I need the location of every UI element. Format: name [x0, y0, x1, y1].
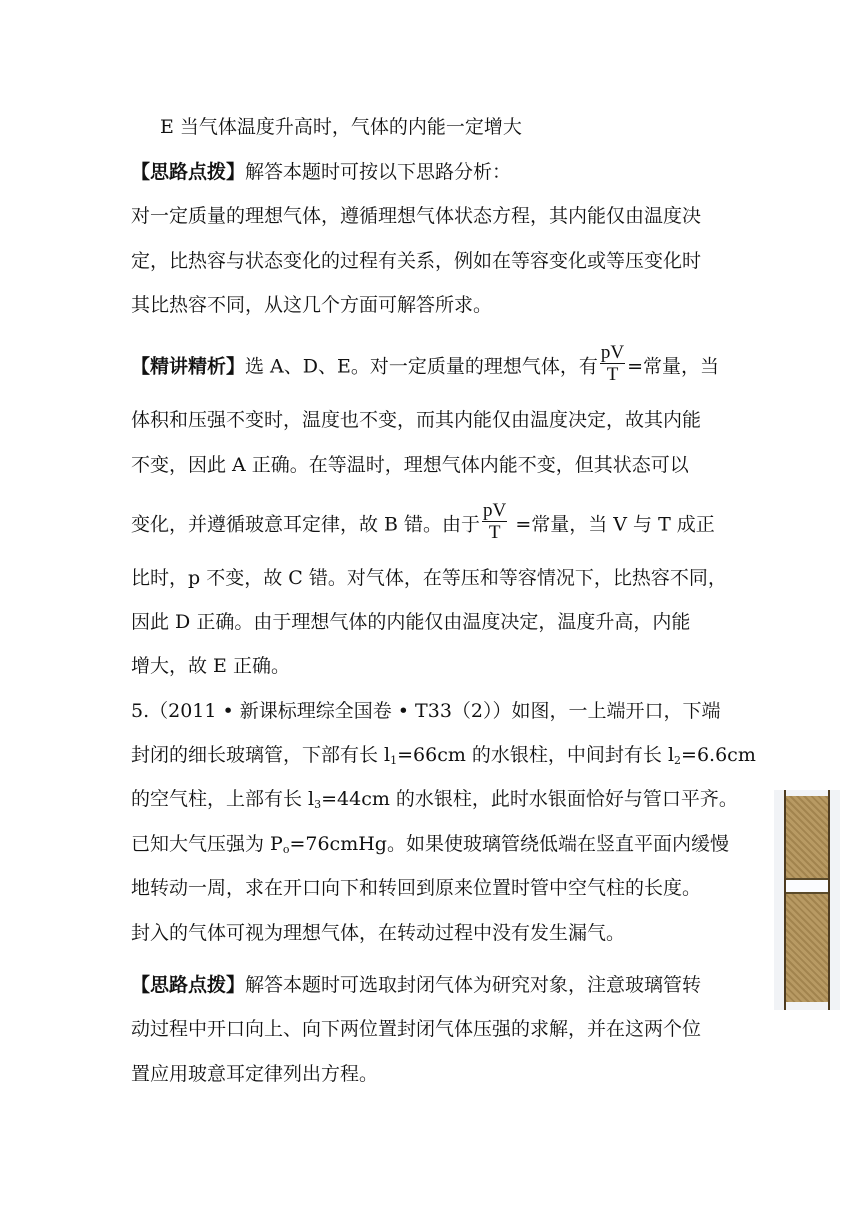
hint-label: 【思路点拨】: [131, 161, 246, 183]
text-segment: 封闭的细长玻璃管，下部有长 l: [131, 744, 391, 766]
text-line: 地转动一周，求在开口向下和转回到原来位置时管中空气柱的长度。: [131, 877, 702, 899]
fraction-numerator: pV: [600, 342, 625, 363]
glass-tube-figure: [774, 790, 840, 1010]
text-segment: =66cm 的水银柱，中间封有长 l: [397, 744, 675, 766]
text-segment: 的空气柱，上部有长 l: [131, 788, 315, 810]
option-e-text: E 当气体温度升高时，气体的内能一定增大: [160, 116, 522, 138]
hint-paragraph-2: [131, 970, 701, 1000]
text-line: 封入的气体可视为理想气体，在转动过程中没有发生漏气。: [131, 922, 626, 944]
hint-label: 【思路点拨】: [131, 974, 246, 996]
text-line: 增大，故 E 正确。: [131, 655, 290, 677]
problem-5-title: 5.（2011 • 新课标理综全国卷 • T33（2））如图，一上端开口，下端: [131, 700, 721, 722]
hint-paragraph-1: [131, 157, 511, 187]
fraction-numerator: pV: [483, 500, 507, 521]
text-line: [131, 829, 729, 859]
text-line: 体积和压强不变时，温度也不变，而其内能仅由温度决定，故其内能: [131, 409, 702, 431]
hint-text: 解答本题时可选取封闭气体为研究对象，注意玻璃管转: [245, 974, 702, 996]
text-line: 因此 D 正确。由于理想气体的内能仅由温度决定，温度升高，内能: [131, 611, 691, 633]
text-line: 动过程中开口向上、向下两位置封闭气体压强的求解，并在这两个位: [131, 1018, 702, 1040]
text-segment: =44cm 的水银柱，此时水银面恰好与管口平齐。: [321, 788, 738, 810]
analysis-text: 选 A、D、E。对一定质量的理想气体，有: [245, 355, 598, 378]
text-segment: 变化，并遵循玻意耳定律，故 B 错。由于: [131, 513, 481, 536]
subscript: 2: [674, 754, 682, 767]
analysis-text: =常量，当: [627, 355, 720, 378]
fraction-denominator: T: [606, 364, 619, 385]
fraction-pv-over-t: [482, 500, 507, 543]
subscript: o: [282, 843, 290, 856]
text-line: [131, 740, 756, 770]
text-line: [131, 784, 738, 814]
text-line: 其比热容不同，从这几个方面可解答所求。: [131, 294, 493, 316]
text-line: 比时，p 不变，故 C 错。对气体，在等压和等容情况下，比热容不同，: [131, 567, 727, 589]
text-line: [131, 500, 715, 543]
hint-text: 解答本题时可按以下思路分析：: [245, 161, 512, 183]
text-line: 定，比热容与状态变化的过程有关系，例如在等容变化或等压变化时: [131, 250, 702, 272]
subscript: 3: [314, 798, 322, 811]
text-segment: =常量，当 V 与 T 成正: [509, 513, 715, 536]
text-line: 不变，因此 A 正确。在等温时，理想气体内能不变，但其状态可以: [131, 454, 689, 476]
text-segment: =76cmHg。如果使玻璃管绕低端在竖直平面内缓慢: [289, 833, 729, 855]
text-segment: 已知大气压强为 P: [131, 833, 283, 855]
text-line: 置应用玻意耳定律列出方程。: [131, 1063, 379, 1085]
text-line: 对一定质量的理想气体，遵循理想气体状态方程，其内能仅由温度决: [131, 205, 702, 227]
fraction-pv-over-t: [600, 342, 625, 385]
subscript: 1: [390, 754, 398, 767]
analysis-label: 【精讲精析】: [131, 355, 246, 378]
fraction-denominator: T: [488, 522, 501, 543]
tube-wall: [784, 790, 830, 1010]
analysis-paragraph: [131, 342, 720, 385]
text-segment: =6.6cm: [681, 744, 756, 766]
